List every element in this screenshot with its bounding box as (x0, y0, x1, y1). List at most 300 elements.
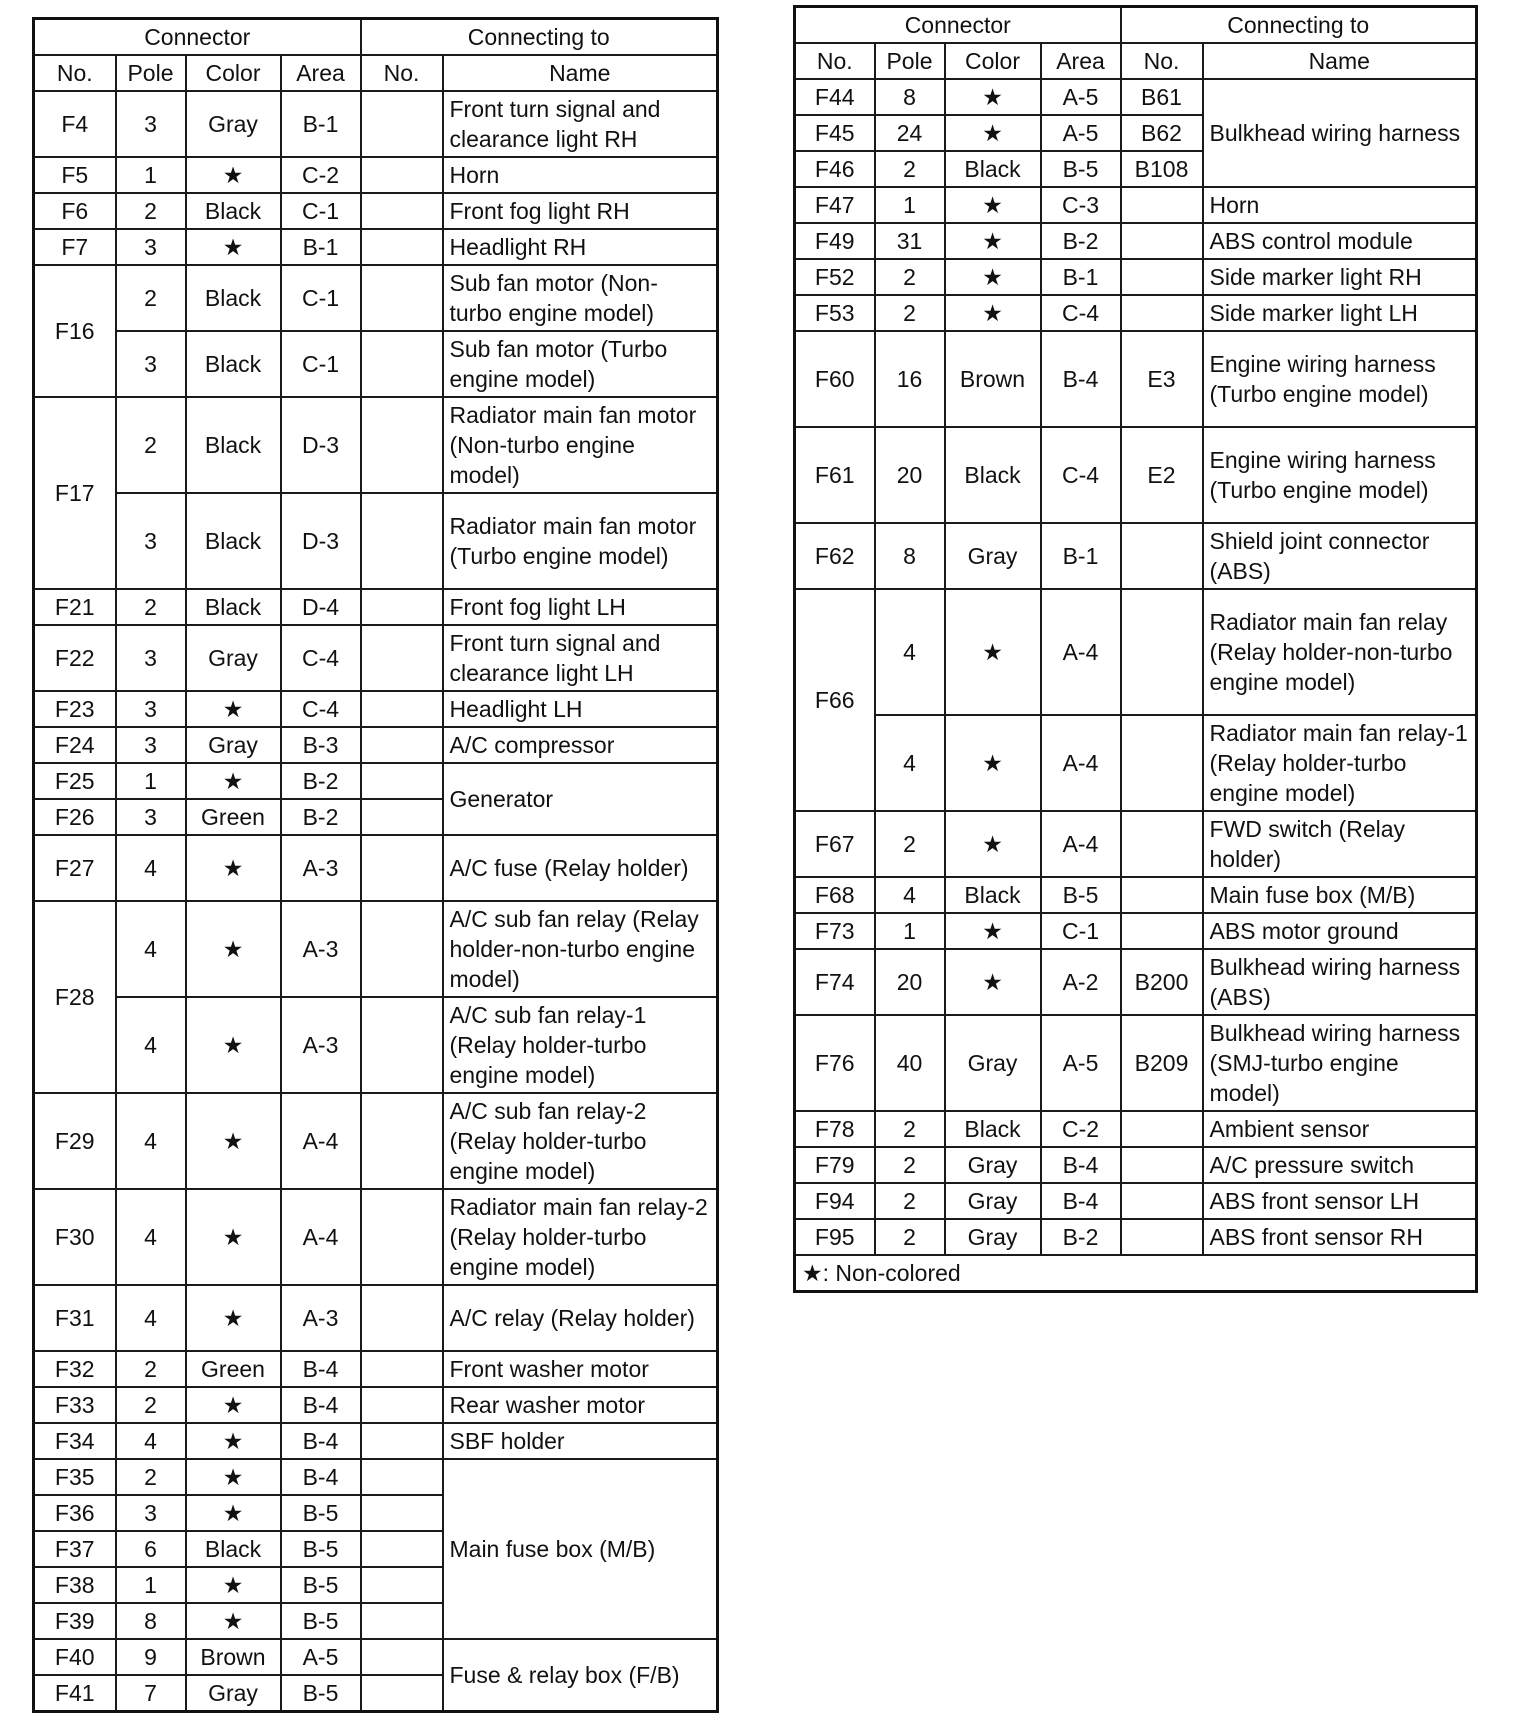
table-row (34, 1387, 718, 1423)
cell-no: F79 (795, 1147, 875, 1183)
table-row (795, 331, 1477, 427)
cell-color: ★ (945, 259, 1041, 295)
cell-to-no: B108 (1121, 151, 1203, 187)
cell-name: Radiator main fan relay (Relay holder-non-turbo engine model) (1203, 589, 1477, 715)
cell-no: F62 (795, 523, 875, 589)
cell-name: A/C fuse (Relay holder) (443, 835, 718, 901)
cell-no: F28 (34, 901, 116, 1093)
cell-color: Gray (186, 727, 281, 763)
cell-to-no (361, 493, 443, 589)
table-row (795, 295, 1477, 331)
cell-area: B-1 (1041, 259, 1121, 295)
cell-to-no (361, 835, 443, 901)
cell-to-no (361, 1531, 443, 1567)
cell-color: Gray (945, 1219, 1041, 1255)
cell-no: F23 (34, 691, 116, 727)
cell-to-no (361, 1423, 443, 1459)
cell-area: B-4 (1041, 1183, 1121, 1219)
cell-no: F41 (34, 1675, 116, 1712)
table-row (795, 259, 1477, 295)
cell-area: A-4 (1041, 811, 1121, 877)
cell-to-no (361, 1387, 443, 1423)
cell-no: F22 (34, 625, 116, 691)
cell-pole: 4 (116, 835, 186, 901)
table-row (34, 157, 718, 193)
cell-pole: 6 (116, 1531, 186, 1567)
cell-no: F49 (795, 223, 875, 259)
cell-no: F52 (795, 259, 875, 295)
cell-area: C-4 (281, 691, 361, 727)
color-header: Color (186, 55, 281, 91)
cell-name: A/C sub fan relay (Relay holder-non-turbo engine model) (443, 901, 718, 997)
table-row (34, 1423, 718, 1459)
cell-area: C-3 (1041, 187, 1121, 223)
cell-no: F66 (795, 589, 875, 811)
connector-table-right (793, 5, 1478, 1293)
table-row (34, 1351, 718, 1387)
cell-to-no (361, 1189, 443, 1285)
cell-color: Gray (945, 523, 1041, 589)
cell-color: Black (186, 397, 281, 493)
cell-to-no (361, 1285, 443, 1351)
connecting-to-header: Connecting to (361, 19, 718, 56)
cell-no: F31 (34, 1285, 116, 1351)
cell-pole: 3 (116, 691, 186, 727)
cell-pole: 2 (116, 193, 186, 229)
pole-header: Pole (116, 55, 186, 91)
cell-pole: 1 (116, 157, 186, 193)
table-row (34, 997, 718, 1093)
cell-color: ★ (945, 187, 1041, 223)
cell-to-no (361, 1639, 443, 1675)
cell-pole: 3 (116, 229, 186, 265)
cell-area: A-5 (1041, 79, 1121, 115)
cell-no: F78 (795, 1111, 875, 1147)
cell-no: F60 (795, 331, 875, 427)
cell-area: B-5 (281, 1567, 361, 1603)
cell-area: C-1 (281, 193, 361, 229)
cell-pole: 8 (875, 79, 945, 115)
cell-pole: 1 (875, 913, 945, 949)
cell-name: Ambient sensor (1203, 1111, 1477, 1147)
table-row (34, 1639, 718, 1675)
cell-no: F32 (34, 1351, 116, 1387)
cell-pole: 4 (875, 715, 945, 811)
cell-pole: 4 (875, 589, 945, 715)
cell-color: ★ (186, 157, 281, 193)
table-row (795, 949, 1477, 1015)
cell-no: F44 (795, 79, 875, 115)
cell-to-no (361, 1675, 443, 1712)
cell-pole: 2 (116, 265, 186, 331)
cell-color: ★ (186, 901, 281, 997)
to-no-header: No. (361, 55, 443, 91)
header-row-group (795, 7, 1477, 44)
cell-no: F33 (34, 1387, 116, 1423)
cell-area: B-1 (1041, 523, 1121, 589)
cell-to-no (361, 91, 443, 157)
cell-color: ★ (945, 811, 1041, 877)
cell-no: F40 (34, 1639, 116, 1675)
cell-to-no (361, 1603, 443, 1639)
cell-name: A/C sub fan relay-1 (Relay holder-turbo engine model) (443, 997, 718, 1093)
cell-pole: 9 (116, 1639, 186, 1675)
cell-to-no (1121, 223, 1203, 259)
cell-pole: 2 (875, 811, 945, 877)
cell-no: F36 (34, 1495, 116, 1531)
cell-name: Sub fan motor (Non-turbo engine model) (443, 265, 718, 331)
cell-to-no (361, 799, 443, 835)
cell-no: F17 (34, 397, 116, 589)
table-row (34, 493, 718, 589)
table-row (795, 589, 1477, 715)
to-no-header: No. (1121, 43, 1203, 79)
cell-to-no (1121, 523, 1203, 589)
cell-color: Gray (945, 1183, 1041, 1219)
cell-name: Sub fan motor (Turbo engine model) (443, 331, 718, 397)
cell-name: Headlight RH (443, 229, 718, 265)
cell-color: ★ (186, 229, 281, 265)
table-row (34, 229, 718, 265)
cell-color: ★ (945, 715, 1041, 811)
header-row-group (34, 19, 718, 56)
cell-no: F74 (795, 949, 875, 1015)
cell-pole: 8 (116, 1603, 186, 1639)
cell-no: F46 (795, 151, 875, 187)
table-row (795, 1219, 1477, 1255)
cell-to-no: B61 (1121, 79, 1203, 115)
cell-area: B-1 (281, 229, 361, 265)
cell-to-no (1121, 1147, 1203, 1183)
cell-area: A-5 (281, 1639, 361, 1675)
cell-name: Rear washer motor (443, 1387, 718, 1423)
cell-color: Black (186, 193, 281, 229)
cell-color: ★ (186, 1495, 281, 1531)
table-row (34, 691, 718, 727)
cell-to-no (1121, 259, 1203, 295)
cell-name: SBF holder (443, 1423, 718, 1459)
table-row (34, 265, 718, 331)
cell-area: C-4 (281, 625, 361, 691)
cell-pole: 1 (875, 187, 945, 223)
header-row-columns (34, 55, 718, 91)
cell-area: A-3 (281, 901, 361, 997)
cell-area: C-4 (1041, 295, 1121, 331)
cell-to-no: B62 (1121, 115, 1203, 151)
cell-no: F68 (795, 877, 875, 913)
cell-no: F27 (34, 835, 116, 901)
cell-no: F95 (795, 1219, 875, 1255)
cell-name: Side marker light RH (1203, 259, 1477, 295)
table-row (795, 877, 1477, 913)
cell-area: B-4 (281, 1423, 361, 1459)
cell-to-no (1121, 877, 1203, 913)
cell-area: B-2 (281, 799, 361, 835)
cell-to-no (1121, 715, 1203, 811)
cell-to-no (1121, 589, 1203, 715)
connector-table-left (32, 17, 719, 1713)
cell-to-no (361, 763, 443, 799)
cell-color: Black (186, 493, 281, 589)
cell-to-no (1121, 295, 1203, 331)
color-header: Color (945, 43, 1041, 79)
cell-to-no (1121, 187, 1203, 223)
cell-name: FWD switch (Relay holder) (1203, 811, 1477, 877)
cell-name: Radiator main fan relay-1 (Relay holder-turbo engine model) (1203, 715, 1477, 811)
table-row (795, 187, 1477, 223)
cell-no: F5 (34, 157, 116, 193)
cell-to-no: B209 (1121, 1015, 1203, 1111)
table-row (795, 811, 1477, 877)
cell-no: F30 (34, 1189, 116, 1285)
cell-area: B-4 (1041, 331, 1121, 427)
cell-pole: 3 (116, 1495, 186, 1531)
cell-pole: 8 (875, 523, 945, 589)
table-row (34, 331, 718, 397)
table-row (795, 79, 1477, 115)
cell-color: ★ (945, 223, 1041, 259)
cell-to-no: B200 (1121, 949, 1203, 1015)
cell-to-no (361, 589, 443, 625)
cell-no: F24 (34, 727, 116, 763)
cell-pole: 4 (116, 1423, 186, 1459)
table-row (34, 91, 718, 157)
cell-area: C-1 (1041, 913, 1121, 949)
cell-name: Generator (443, 763, 718, 835)
cell-pole: 2 (116, 1387, 186, 1423)
cell-to-no (1121, 1111, 1203, 1147)
connector-header: Connector (795, 7, 1121, 44)
no-header: No. (34, 55, 116, 91)
cell-name: Main fuse box (M/B) (443, 1459, 718, 1639)
cell-area: A-2 (1041, 949, 1121, 1015)
cell-name: Bulkhead wiring harness (ABS) (1203, 949, 1477, 1015)
cell-name: ABS control module (1203, 223, 1477, 259)
cell-pole: 3 (116, 493, 186, 589)
cell-color: Black (186, 265, 281, 331)
cell-name: Fuse & relay box (F/B) (443, 1639, 718, 1712)
cell-area: A-4 (1041, 715, 1121, 811)
cell-area: B-5 (281, 1531, 361, 1567)
cell-color: Black (186, 1531, 281, 1567)
cell-to-no (361, 1495, 443, 1531)
cell-pole: 3 (116, 727, 186, 763)
table-row (34, 835, 718, 901)
cell-no: F38 (34, 1567, 116, 1603)
cell-pole: 20 (875, 949, 945, 1015)
table-row (34, 901, 718, 997)
cell-color: ★ (186, 1189, 281, 1285)
cell-area: B-2 (1041, 223, 1121, 259)
cell-pole: 2 (875, 151, 945, 187)
table-row (34, 727, 718, 763)
cell-name: Engine wiring harness (Turbo engine model) (1203, 427, 1477, 523)
cell-name: Radiator main fan motor (Turbo engine model) (443, 493, 718, 589)
cell-to-no (1121, 1219, 1203, 1255)
cell-area: A-5 (1041, 1015, 1121, 1111)
cell-to-no (361, 397, 443, 493)
cell-name: ABS front sensor LH (1203, 1183, 1477, 1219)
cell-no: F45 (795, 115, 875, 151)
cell-to-no (361, 1567, 443, 1603)
cell-area: B-3 (281, 727, 361, 763)
cell-color: Black (186, 331, 281, 397)
table-row (795, 1015, 1477, 1111)
cell-name: ABS front sensor RH (1203, 1219, 1477, 1255)
header-row-columns (795, 43, 1477, 79)
cell-no: F4 (34, 91, 116, 157)
cell-to-no (361, 331, 443, 397)
cell-name: A/C sub fan relay-2 (Relay holder-turbo engine model) (443, 1093, 718, 1189)
cell-color: Green (186, 1351, 281, 1387)
cell-to-no (361, 265, 443, 331)
cell-area: A-3 (281, 835, 361, 901)
cell-color: Gray (186, 91, 281, 157)
cell-color: ★ (186, 1603, 281, 1639)
table-row (34, 1189, 718, 1285)
cell-area: C-2 (1041, 1111, 1121, 1147)
cell-to-no (361, 997, 443, 1093)
cell-color: Black (945, 151, 1041, 187)
cell-area: B-4 (281, 1351, 361, 1387)
cell-color: ★ (186, 1423, 281, 1459)
cell-to-no (361, 625, 443, 691)
cell-name: Front turn signal and clearance light LH (443, 625, 718, 691)
cell-no: F94 (795, 1183, 875, 1219)
cell-no: F53 (795, 295, 875, 331)
cell-pole: 2 (875, 1147, 945, 1183)
cell-color: ★ (186, 691, 281, 727)
cell-name: Engine wiring harness (Turbo engine model) (1203, 331, 1477, 427)
cell-area: D-3 (281, 397, 361, 493)
cell-pole: 2 (875, 1111, 945, 1147)
cell-color: ★ (945, 79, 1041, 115)
cell-name: Front fog light RH (443, 193, 718, 229)
cell-color: Gray (945, 1147, 1041, 1183)
cell-area: D-3 (281, 493, 361, 589)
cell-area: A-4 (281, 1189, 361, 1285)
connector-header: Connector (34, 19, 361, 56)
cell-area: A-3 (281, 997, 361, 1093)
table-row (795, 1183, 1477, 1219)
cell-area: A-5 (1041, 115, 1121, 151)
cell-area: B-5 (281, 1495, 361, 1531)
cell-color: ★ (186, 1459, 281, 1495)
cell-pole: 2 (116, 1459, 186, 1495)
cell-color: ★ (186, 997, 281, 1093)
cell-to-no: E3 (1121, 331, 1203, 427)
table-row (795, 523, 1477, 589)
cell-name: Radiator main fan motor (Non-turbo engine model) (443, 397, 718, 493)
cell-area: C-1 (281, 331, 361, 397)
legend-row (795, 1255, 1477, 1292)
cell-to-no (361, 691, 443, 727)
table-row (34, 763, 718, 799)
cell-pole: 4 (116, 997, 186, 1093)
cell-no: F29 (34, 1093, 116, 1189)
table-row (34, 625, 718, 691)
cell-name: Horn (443, 157, 718, 193)
cell-color: ★ (186, 763, 281, 799)
cell-area: B-5 (281, 1675, 361, 1712)
area-header: Area (1041, 43, 1121, 79)
cell-name: Front fog light LH (443, 589, 718, 625)
cell-pole: 3 (116, 331, 186, 397)
cell-area: C-1 (281, 265, 361, 331)
cell-no: F73 (795, 913, 875, 949)
cell-pole: 2 (875, 295, 945, 331)
legend-note: ★: Non-colored (795, 1255, 1477, 1292)
cell-color: Gray (186, 1675, 281, 1712)
cell-color: ★ (186, 1285, 281, 1351)
cell-no: F7 (34, 229, 116, 265)
cell-no: F21 (34, 589, 116, 625)
cell-area: B-4 (1041, 1147, 1121, 1183)
cell-color: Black (186, 589, 281, 625)
cell-color: ★ (945, 115, 1041, 151)
cell-to-no (361, 901, 443, 997)
cell-no: F39 (34, 1603, 116, 1639)
cell-name: Headlight LH (443, 691, 718, 727)
cell-to-no (361, 727, 443, 763)
cell-pole: 2 (875, 259, 945, 295)
table-row (34, 1459, 718, 1495)
name-header: Name (443, 55, 718, 91)
cell-to-no (1121, 811, 1203, 877)
cell-name: Bulkhead wiring harness (1203, 79, 1477, 187)
cell-pole: 1 (116, 763, 186, 799)
table-row (34, 1285, 718, 1351)
table-row (795, 427, 1477, 523)
cell-pole: 3 (116, 91, 186, 157)
cell-no: F35 (34, 1459, 116, 1495)
table-row (795, 1111, 1477, 1147)
cell-pole: 31 (875, 223, 945, 259)
table-row (34, 589, 718, 625)
cell-to-no: E2 (1121, 427, 1203, 523)
cell-area: B-4 (281, 1387, 361, 1423)
cell-pole: 40 (875, 1015, 945, 1111)
cell-pole: 16 (875, 331, 945, 427)
cell-no: F37 (34, 1531, 116, 1567)
table-row (795, 715, 1477, 811)
cell-to-no (361, 157, 443, 193)
cell-no: F6 (34, 193, 116, 229)
name-header: Name (1203, 43, 1477, 79)
cell-to-no (361, 193, 443, 229)
cell-area: A-4 (1041, 589, 1121, 715)
cell-area: B-1 (281, 91, 361, 157)
cell-pole: 4 (116, 1189, 186, 1285)
cell-pole: 2 (116, 1351, 186, 1387)
cell-name: Main fuse box (M/B) (1203, 877, 1477, 913)
cell-name: Horn (1203, 187, 1477, 223)
cell-to-no (1121, 913, 1203, 949)
cell-pole: 3 (116, 625, 186, 691)
cell-color: Brown (186, 1639, 281, 1675)
cell-pole: 7 (116, 1675, 186, 1712)
cell-area: B-5 (1041, 877, 1121, 913)
cell-no: F67 (795, 811, 875, 877)
cell-pole: 2 (116, 397, 186, 493)
cell-name: Front turn signal and clearance light RH (443, 91, 718, 157)
cell-name: A/C pressure switch (1203, 1147, 1477, 1183)
cell-color: ★ (945, 295, 1041, 331)
cell-to-no (1121, 1183, 1203, 1219)
cell-color: Gray (945, 1015, 1041, 1111)
area-header: Area (281, 55, 361, 91)
cell-color: ★ (186, 1387, 281, 1423)
